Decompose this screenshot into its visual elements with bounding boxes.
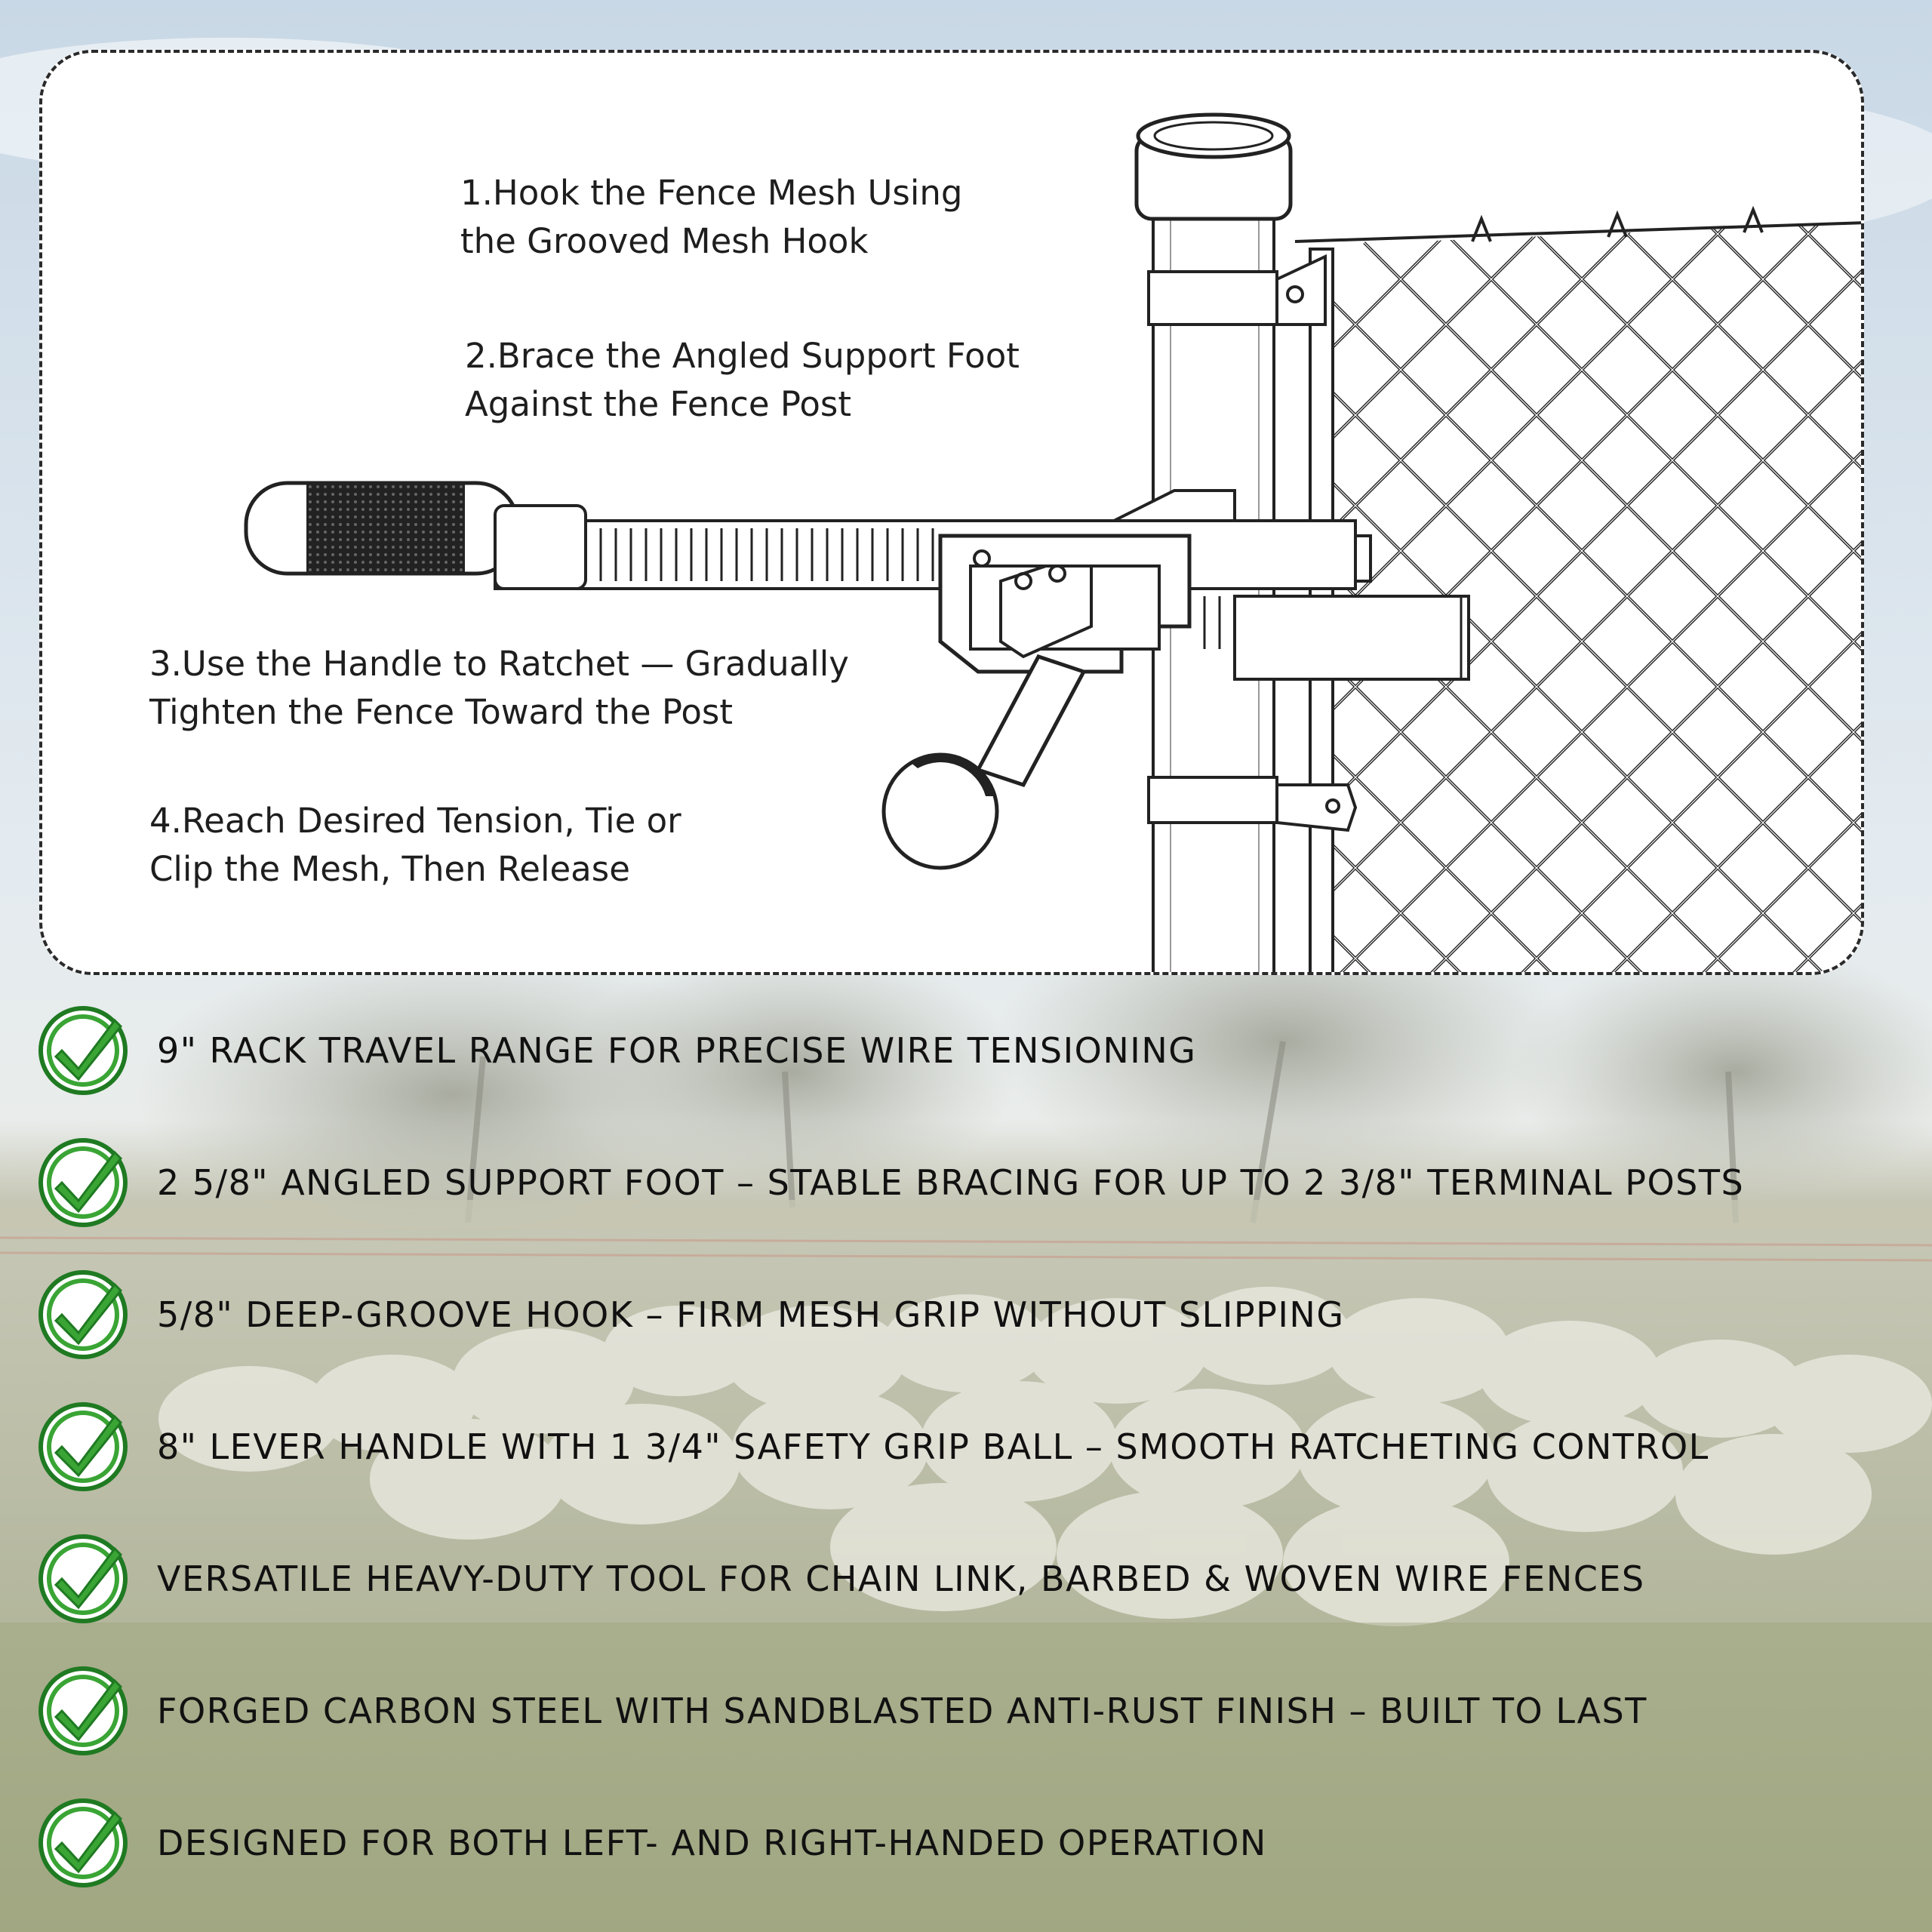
feature-item (36, 1136, 1908, 1234)
feature-text: DESIGNED FOR BOTH LEFT- AND RIGHT-HANDED OPERATION (157, 1823, 1267, 1863)
step-3-text: 3.Use the Handle to Ratchet — Gradually Tighten the Fence Toward the Post (149, 644, 849, 732)
checkmark-circle-icon (36, 1136, 130, 1229)
chain-link-mesh (1295, 210, 1864, 975)
feature-item (36, 1664, 1908, 1762)
feature-text: 9" RACK TRAVEL RANGE FOR PRECISE WIRE TENSIONING (157, 1030, 1197, 1071)
step-4-text: 4.Reach Desired Tension, Tie or Clip the Mesh, Then Release (149, 801, 681, 889)
feature-item (36, 1400, 1908, 1498)
checkmark-circle-icon (36, 1796, 130, 1890)
feature-text: FORGED CARBON STEEL WITH SANDBLASTED ANTI-RUST FINISH – BUILT TO LAST (157, 1690, 1647, 1731)
feature-text: 8" LEVER HANDLE WITH 1 3/4" SAFETY GRIP BALL – SMOOTH RATCHETING CONTROL (157, 1426, 1709, 1467)
handle-grip (246, 483, 586, 589)
lever-handle (884, 657, 1084, 868)
step-2-text: 2.Brace the Angled Support Foot Against the Fence Post (465, 336, 1020, 424)
checkmark-circle-icon (36, 1268, 130, 1361)
instruction-panel (39, 50, 1864, 975)
feature-item (36, 1004, 1908, 1102)
feature-item (36, 1796, 1908, 1894)
feature-item (36, 1532, 1908, 1630)
checkmark-circle-icon (36, 1664, 130, 1758)
checkmark-circle-icon (36, 1532, 130, 1626)
checkmark-circle-icon (36, 1400, 130, 1494)
feature-text: 5/8" DEEP-GROOVE HOOK – FIRM MESH GRIP WITHOUT SLIPPING (157, 1294, 1345, 1335)
checkmark-circle-icon (36, 1004, 130, 1097)
step-1-text: 1.Hook the Fence Mesh Using the Grooved Mesh Hook (460, 173, 963, 261)
feature-item (36, 1268, 1908, 1366)
feature-text: VERSATILE HEAVY-DUTY TOOL FOR CHAIN LINK, BARBED & WOVEN WIRE FENCES (157, 1558, 1645, 1599)
feature-text: 2 5/8" ANGLED SUPPORT FOOT – STABLE BRACING FOR UP TO 2 3/8" TERMINAL POSTS (157, 1162, 1745, 1203)
